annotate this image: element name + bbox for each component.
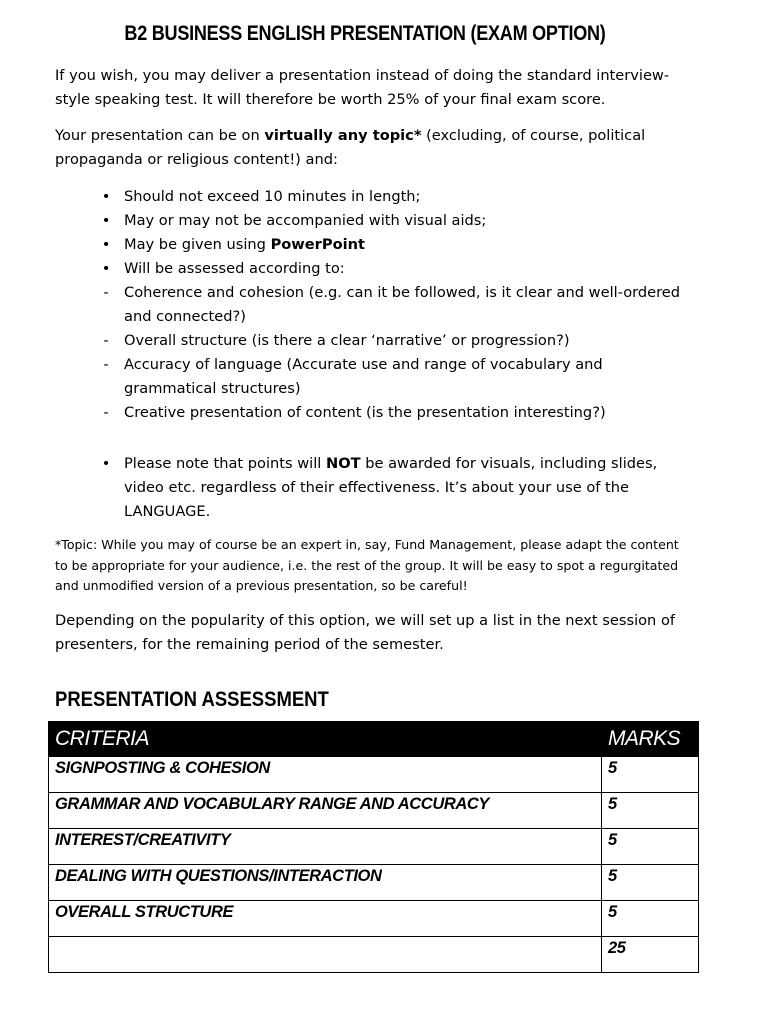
bullet-marker: • — [101, 236, 111, 253]
marks-cell: 5 — [602, 865, 699, 901]
list-item — [0, 233, 684, 257]
criteria-cell: SIGNPOSTING & COHESION — [49, 757, 602, 793]
intro-paragraph: If you wish, you may deliver a presentation instead of doing the standard interview-style speaking test. It will therefore be worth 25% of your final exam score. — [55, 67, 670, 108]
assessment-table — [48, 721, 699, 973]
dash-marker: - — [103, 284, 109, 301]
list-item — [0, 257, 684, 281]
total-marks-cell: 25 — [602, 937, 699, 973]
list-item-text: Accuracy of language (Accurate use and range of vocabulary and grammatical structures) — [124, 356, 603, 397]
bullet-marker: • — [101, 260, 111, 277]
dash-marker: - — [103, 332, 109, 349]
powerpoint-emphasis: PowerPoint — [270, 236, 365, 253]
criteria-cell: GRAMMAR AND VOCABULARY RANGE AND ACCURACY — [49, 793, 602, 829]
requirements-list — [0, 185, 768, 425]
list-item-text: Should not exceed 10 minutes in length; — [124, 188, 421, 205]
bullet-marker: • — [101, 455, 111, 472]
criteria-cell: OVERALL STRUCTURE — [49, 901, 602, 937]
marks-cell: 5 — [602, 829, 699, 865]
list-item — [0, 353, 684, 401]
list-item-text: Will be assessed according to: — [124, 260, 345, 277]
topic-emphasis: virtually any topic* — [264, 127, 422, 144]
note-list — [0, 452, 768, 524]
table-row — [49, 829, 699, 865]
dash-marker: - — [103, 356, 109, 373]
table-row — [49, 757, 699, 793]
list-item — [0, 209, 684, 233]
list-item-text: May be given using — [124, 236, 271, 253]
marks-cell: 5 — [602, 901, 699, 937]
marks-cell: 5 — [602, 757, 699, 793]
marks-cell: 5 — [602, 793, 699, 829]
assessment-heading: PRESENTATION ASSESSMENT — [55, 688, 329, 711]
note-text-end: be awarded for visuals, including slides, video etc. regardless of their effectiveness. It’s about your use of the LANGUAGE. — [124, 455, 658, 520]
not-emphasis: NOT — [326, 455, 361, 472]
document-title: B2 BUSINESS ENGLISH PRESENTATION (EXAM OPTION) — [124, 22, 606, 45]
note-text-start: Please note that points will — [124, 455, 326, 472]
list-item — [0, 452, 684, 524]
list-item-text: Overall structure (is there a clear ‘narrative’ or progression?) — [124, 332, 570, 349]
list-item — [0, 401, 684, 425]
closing-paragraph: Depending on the popularity of this option, we will set up a list in the next session of presenters, for the remaining period of the semester. — [55, 612, 676, 653]
table-header-row — [49, 722, 699, 757]
topic-text-start: Your presentation can be on — [55, 127, 265, 144]
bullet-marker: • — [101, 212, 111, 229]
criteria-column-header: CRITERIA — [49, 722, 602, 757]
list-item-text: May or may not be accompanied with visual aids; — [124, 212, 487, 229]
topic-text-end: (excluding, of course, political propaganda or religious content!) and: — [55, 127, 646, 168]
dash-marker: - — [103, 404, 109, 421]
table-row — [49, 901, 699, 937]
criteria-cell: DEALING WITH QUESTIONS/INTERACTION — [49, 865, 602, 901]
total-row — [49, 937, 699, 973]
list-item-text: Creative presentation of content (is the presentation interesting?) — [124, 404, 606, 421]
list-item — [0, 281, 684, 329]
topic-footnote: *Topic: While you may of course be an expert in, say, Fund Management, please adapt the content to be appropriate for your audience, i.e. the rest of the group. It will be easy to spot a regurgitated and unmodified version of a previous presentation, so be careful! — [55, 537, 679, 593]
list-item-text: Coherence and cohesion (e.g. can it be followed, is it clear and well-ordered and connected?) — [124, 284, 681, 325]
list-item — [0, 329, 684, 353]
criteria-cell: INTEREST/CREATIVITY — [49, 829, 602, 865]
list-item — [0, 185, 684, 209]
criteria-cell — [49, 937, 602, 973]
table-row — [49, 793, 699, 829]
marks-column-header: MARKS — [602, 722, 699, 757]
table-row — [49, 865, 699, 901]
bullet-marker: • — [101, 188, 111, 205]
topic-paragraph — [55, 124, 695, 172]
